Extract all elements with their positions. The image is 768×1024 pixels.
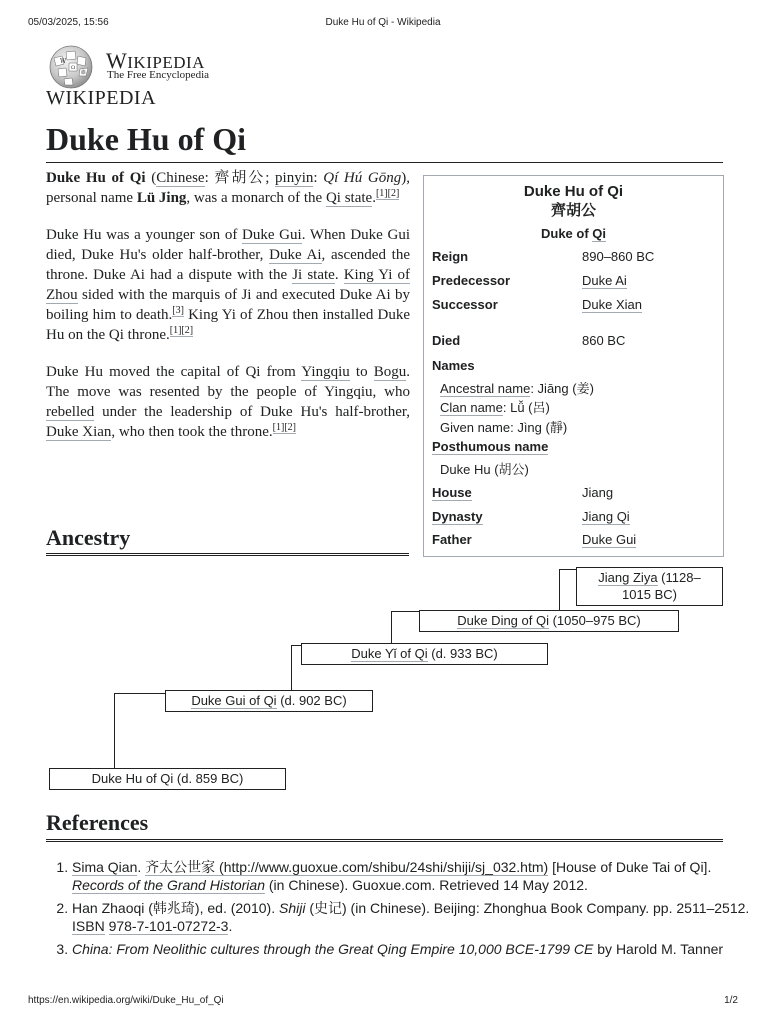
tree-connector	[559, 569, 560, 610]
ancestry-tree	[0, 560, 768, 800]
predecessor-link[interactable]: Duke Ai	[582, 273, 627, 288]
ref-link-1[interactable]: [1]	[375, 188, 388, 199]
logo-tagline: The Free Encyclopedia	[107, 69, 210, 81]
tree-connector	[291, 645, 301, 646]
sima-qian-link[interactable]: Sima Qian	[72, 859, 138, 875]
wikipedia-globe-icon	[46, 44, 98, 90]
jiang-ziya-link[interactable]: Jiang Ziya	[598, 570, 658, 585]
qi-link[interactable]: Qi	[592, 226, 607, 241]
pinyin-link[interactable]: pinyin	[275, 170, 314, 186]
rebelled-link[interactable]: rebelled	[46, 404, 95, 420]
duke-ai-link[interactable]: Duke Ai	[269, 247, 322, 263]
page-title: Duke Hu of Qi	[46, 121, 247, 157]
paragraph-intro: Duke Hu of Qi (Chinese: 齊胡公; pinyin: Qí Hú Gōng), personal name Lü Jing, was a monarch of the Qi state.[1][2]	[46, 170, 411, 206]
guoxue-link[interactable]: 齐太公世家 (http://www.guoxue.com/shibu/24shi/shiji/sj_032.htm)	[145, 859, 549, 875]
chinese-link[interactable]: Chinese	[156, 170, 205, 186]
tree-connector	[114, 693, 165, 694]
ref-link-2[interactable]: [2]	[284, 422, 296, 433]
posthumous-name-link[interactable]: Posthumous name	[432, 439, 549, 454]
duke-xian-link[interactable]: Duke Xian	[46, 424, 112, 440]
reference-item: 1. Sima Qian. 齐太公世家 (http://www.guoxue.com/shibu/24shi/shiji/sj_032.htm) [House of Duke Tai of Qi]. Records of the Grand Historian (in Chinese). Guoxue.com. Retrieved 14 May 2012.	[72, 858, 752, 894]
logo-wordmark: WIKIPEDIA	[106, 48, 205, 73]
references-list	[46, 858, 752, 963]
ref-link-1[interactable]: [1]	[169, 325, 182, 336]
house-link[interactable]: House	[432, 485, 472, 500]
bogu-link[interactable]: Bogu	[373, 364, 407, 380]
print-date: 05/03/2025, 15:56	[28, 17, 109, 28]
paragraph-capital: Duke Hu moved the capital of Qi from Yingqiu to Bogu. The move was resented by the people of Yingqiu, who rebelled under the leadership of Duke Hu's half-brother, Duke Xian, who then took the throne.[1][2]	[46, 364, 411, 440]
king-yi-link[interactable]: King Yi of Zhou	[46, 267, 411, 303]
ref-link-2[interactable]: [2]	[387, 188, 400, 199]
infobox-ancestral-name: Ancestral name: Jiāng (姜)	[440, 381, 594, 396]
ji-state-link[interactable]: Ji state	[292, 267, 335, 283]
subject-name: Duke Hu of Qi	[46, 170, 146, 186]
ref-link-3[interactable]: [3]	[172, 305, 184, 316]
tree-connector	[559, 569, 576, 570]
infobox-given-name: Given name: Jìng (靜)	[440, 420, 568, 435]
infobox-subtitle: Duke of Qi	[540, 226, 607, 241]
tree-node-duke-gui: Duke Gui of Qi (d. 902 BC)	[165, 690, 373, 712]
isbn-number-link[interactable]: 978-7-101-07272-3	[108, 918, 229, 934]
isbn-link[interactable]: ISBN	[72, 918, 105, 934]
svg-text:W: W	[60, 58, 67, 65]
duke-gui-tree-link[interactable]: Duke Gui of Qi	[191, 693, 277, 708]
title-divider	[46, 162, 723, 163]
tree-connector	[114, 693, 115, 769]
print-page-number: 1/2	[724, 995, 738, 1006]
references-heading: References	[46, 810, 149, 835]
jiang-qi-link[interactable]: Jiang Qi	[582, 509, 630, 524]
svg-text:維: 維	[81, 70, 87, 76]
ancestry-heading: Ancestry	[46, 525, 131, 550]
yingqiu-link[interactable]: Yingqiu	[301, 364, 350, 380]
paragraph-succession: Duke Hu was a younger son of Duke Gui. When Duke Gui died, Duke Hu's older half-brother, Duke Ai, ascended the throne. Duke Ai had a dispute with the Ji state. King Yi of Zhou sided with the marquis of Ji and executed Duke Ai by boiling him to death.[3] King Yi of Zhou then installed Duke Hu on the Qi throne.[1][2]	[46, 227, 411, 343]
reference-item: 2. Han Zhaoqi (韩兆琦), ed. (2010). Shiji (史记) (in Chinese). Beijing: Zhonghua Book Company. pp. 2511–2512. ISBN 978-7-101-07272-3.	[72, 899, 752, 935]
references-divider	[46, 839, 723, 844]
pinyin-value: Qí Hú Gōng	[323, 170, 402, 186]
wikipedia-logo[interactable]	[46, 44, 246, 108]
reference-item: 3. China: From Neolithic cultures through the Great Qing Empire 10,000 BCE-1799 CE by Harold M. Tanner	[72, 940, 752, 958]
father-link[interactable]: Duke Gui	[582, 532, 637, 547]
duke-gui-link[interactable]: Duke Gui	[242, 227, 302, 243]
infobox-title: Duke Hu of Qi 齊胡公	[523, 183, 624, 219]
clan-name-link[interactable]: Clan name	[440, 400, 503, 415]
infobox-clan-name: Clan name: Lǚ (呂)	[440, 400, 550, 415]
tree-node-jiang-ziya: Jiang Ziya (1128– 1015 BC)	[576, 567, 723, 606]
tree-node-duke-hu: Duke Hu of Qi (d. 859 BC)	[49, 768, 286, 790]
personal-name: Lü Jing	[136, 190, 187, 206]
logo-wordmark-secondary: WIKIPEDIA	[46, 87, 157, 109]
successor-link[interactable]: Duke Xian	[582, 297, 642, 312]
ref-link-2[interactable]: [2]	[181, 325, 194, 336]
print-url: https://en.wikipedia.org/wiki/Duke_Hu_of_Qi	[28, 995, 224, 1006]
tree-connector	[391, 611, 419, 612]
dynasty-link[interactable]: Dynasty	[432, 509, 483, 524]
tree-node-duke-ding: Duke Ding of Qi (1050–975 BC)	[419, 610, 679, 632]
article-body	[46, 168, 410, 459]
ancestry-divider	[46, 553, 409, 558]
qi-state-link[interactable]: Qi state	[325, 190, 373, 206]
records-grand-historian-link[interactable]: Records of the Grand Historian	[72, 877, 265, 893]
infobox-posthumous-value: Duke Hu (胡公)	[440, 462, 529, 477]
duke-ding-link[interactable]: Duke Ding of Qi	[457, 613, 549, 628]
svg-text:Ω: Ω	[71, 65, 76, 71]
duke-yi-link[interactable]: Duke Yǐ of Qi	[351, 646, 428, 661]
infobox: Duke Hu of Qi 齊胡公 Duke of Qi Reign 890–860 BC Predecessor Duke Ai Successor Duke Xian Died 860 BC Names Ancestral name: Jiāng (姜) Clan name: Lǚ (呂) Given name: Jìng (靜) Posthumous name Duke Hu (胡公) House Jiang Dynasty Jiang Qi Father Duke Gui	[423, 175, 724, 557]
print-title: Duke Hu of Qi - Wikipedia	[325, 17, 441, 28]
ref-link-1[interactable]: [1]	[272, 422, 285, 433]
tree-node-duke-yi: Duke Yǐ of Qi (d. 933 BC)	[301, 643, 548, 665]
ancestral-name-link[interactable]: Ancestral name	[440, 381, 531, 396]
